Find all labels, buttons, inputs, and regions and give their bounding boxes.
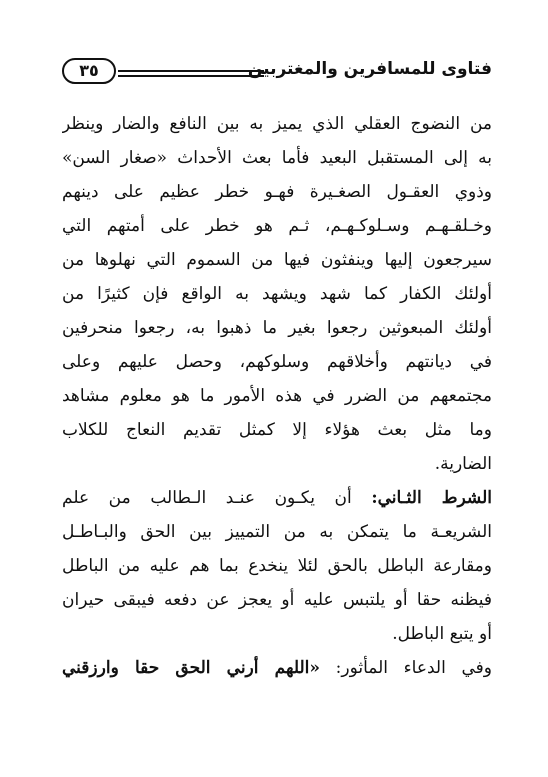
body-text bbox=[62, 107, 492, 685]
text-line: وخـلقـهـم وسـلوكـهـم، ثـم هو خطر على أمتهم التي bbox=[62, 216, 492, 236]
dua-line bbox=[62, 651, 492, 685]
text-line: الشريعـة ما يتمكن به من التمييز بين الحق والبـاطـل bbox=[62, 522, 492, 542]
header-rule-top bbox=[118, 70, 264, 72]
text-line: به إلى المستقبل البعيد فأما بعث الأحداث «صغار السن» bbox=[62, 148, 492, 168]
running-title: فتاوى للمسافرين والمغتربين bbox=[247, 59, 492, 79]
text-line: فيظنه حقا أو يلتبس عليه أو يعجز عن دفعه فيبقى حيران bbox=[62, 590, 492, 610]
dua-intro: وفي الدعاء المأثور: bbox=[335, 658, 492, 678]
page-header bbox=[62, 58, 492, 88]
header-rule-bottom bbox=[118, 75, 264, 77]
paragraph-end-line: الضارية. bbox=[434, 454, 492, 474]
second-condition-line bbox=[62, 481, 492, 515]
text-line: من النضوج العقلي الذي يميز به بين النافع والضار وينظر bbox=[62, 114, 492, 134]
paragraph-end-line: أو يتبع الباطل. bbox=[392, 624, 492, 644]
text-line: في ديانتهم وأخلاقهم وسلوكهم، وحصل عليهم وعلى bbox=[62, 352, 492, 372]
second-condition-heading: الشرط الثـاني: bbox=[371, 488, 492, 508]
text-line: ومقارعة الباطل بالحق لئلا ينخدع بما هم عليه من الباطل bbox=[62, 556, 492, 576]
text-line: أولئك المبعوثين رجعوا بغير ما ذهبوا به، رجعوا منحرفين bbox=[62, 318, 492, 338]
second-condition-text: أن يكـون عنـد الـطالب من علم bbox=[62, 488, 352, 508]
text-line: وما مثل بعث هؤلاء إلا كمثل تقديم النعاج للكلاب bbox=[62, 420, 492, 440]
text-line: سيرجعون إليها وينفثون فيها من السموم التي نهلوها من bbox=[62, 250, 492, 270]
dua-quote: «اللهم أرني الحق حقا وارزقني bbox=[62, 658, 320, 678]
text-line: وذوي العقـول الصغـيرة فهـو خطر عظيم على دينهم bbox=[62, 182, 492, 202]
text-line: مجتمعهم من الضرر في هذه الأمور ما هو معلوم مشاهد bbox=[62, 386, 492, 406]
text-line: أولئك الكفار كما شهد ويشهد به الواقع فإن كثيرًا من bbox=[62, 284, 492, 304]
page-number: ٣٥ bbox=[62, 58, 116, 84]
